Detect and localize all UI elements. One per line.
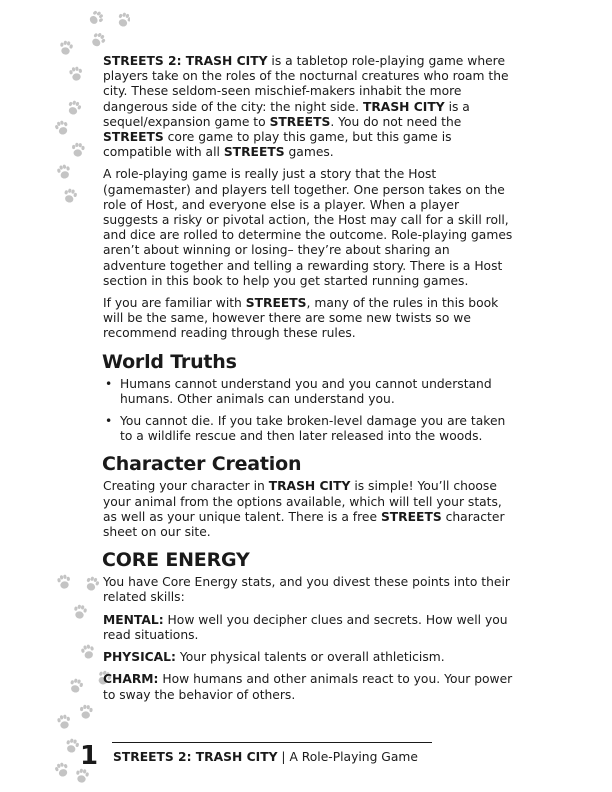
stat-text: How well you decipher clues and secrets. How well you read situations.: [103, 612, 508, 642]
footer-title: [113, 750, 418, 764]
footer-subtitle: | A Role-Playing Game: [277, 750, 418, 764]
bold-text: STREETS: [380, 509, 442, 524]
text-run: core game to play this game, but this game is compatible with all: [103, 130, 452, 160]
text-run: If you are familiar with: [103, 296, 246, 311]
list-item: • You cannot die. If you take broken-level damage you are taken to a wildlife rescue and then later released into the woods.: [103, 414, 513, 444]
text-run: character sheet on our site.: [103, 509, 505, 540]
footer-divider: [112, 742, 432, 743]
stat-charm: [103, 672, 513, 702]
intro-paragraph-3: [103, 296, 513, 342]
page-content: [103, 54, 513, 710]
footer-book-title: STREETS 2: TRASH CITY: [113, 750, 278, 764]
text-run: is a tabletop role-playing game where players take on the roles of the nocturnal creatures who roam the city. These seldom-seen mischief-makers inhabit the more dangerous side of the city: the night side.: [103, 54, 509, 114]
core-energy-heading: CORE ENERGY: [102, 549, 250, 572]
stat-label: PHYSICAL:: [103, 650, 176, 665]
bold-text: STREETS: [103, 130, 164, 145]
stat-text: Your physical talents or overall athleticism.: [175, 650, 445, 665]
intro-paragraph-2: A role-playing game is really just a story that the Host (gamemaster) and players tell together. One person takes on the role of Host, and everyone else is a player. When a player suggests a risky or pivotal action, the Host may call for a skill roll, and dice are rolled to determine the outcome. Role-playing games aren’t about winning or losing– they’re about sharing an adventure together and telling a rewarding story. There is a Host section in this book to help you get started running games.: [103, 167, 513, 288]
bold-text: TRASH CITY: [362, 99, 445, 114]
world-truths-list: [103, 377, 513, 445]
stat-label: MENTAL:: [103, 612, 164, 627]
core-energy-intro: You have Core Energy stats, and you divest these points into their related skills:: [103, 575, 510, 605]
bold-text: STREETS 2: TRASH CITY: [103, 54, 268, 68]
stat-mental: [103, 613, 513, 643]
stat-text: How humans and other animals react to you. Your power to sway the behavior of others.: [103, 672, 513, 702]
list-item: • Humans cannot understand you and you cannot understand humans. Other animals can understand you.: [103, 377, 513, 407]
bold-text: STREETS: [223, 145, 285, 160]
text-run: is simple! You’ll choose your animal from the options available, which will tell your stats, as well as your unique talent. There is a free: [103, 479, 502, 524]
world-truths-heading: World Truths: [102, 350, 237, 373]
bold-text: STREETS: [245, 296, 307, 311]
bold-text: TRASH CITY: [268, 479, 351, 494]
text-run: Creating your character in: [103, 479, 269, 494]
intro-paragraph-1: [103, 54, 513, 160]
stat-label: CHARM:: [103, 672, 159, 687]
stat-physical: [103, 650, 513, 665]
bold-text: STREETS: [269, 114, 331, 129]
text-run: games.: [284, 145, 334, 160]
text-run: is a sequel/expansion game to: [103, 99, 470, 129]
page-number: 1: [80, 741, 99, 771]
character-creation-paragraph: [103, 479, 513, 540]
character-creation-heading: Character Creation: [102, 453, 302, 476]
text-run: , many of the rules in this book will be the same, however there are some new twists so we recommend reading through these rules.: [103, 296, 499, 341]
text-run: . You do not need the: [330, 114, 462, 129]
